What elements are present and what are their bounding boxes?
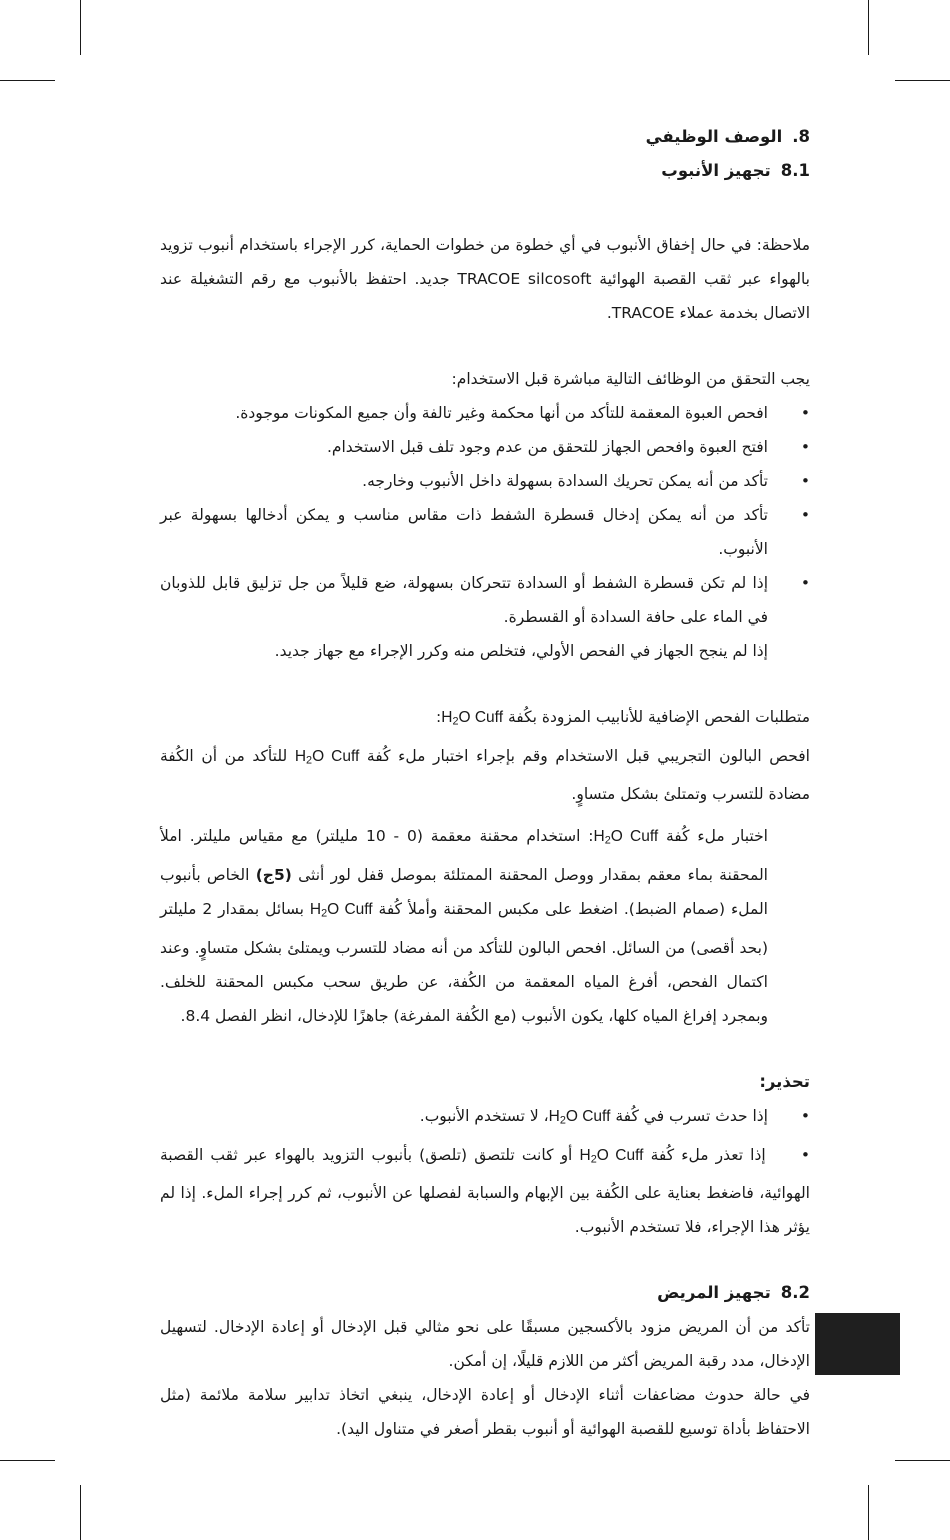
list-item: • افحص العبوة المعقمة للتأكد من أنها محكمة وغير تالفة وأن جميع المكونات موجودة. [160, 396, 810, 430]
h2o-cuff-label: $H_2O$ Cuff [579, 1146, 644, 1166]
list-item: • إذا تعذر ملء كُفة $H_2O$ Cuff أو كانت تلتصق (تلصق) بأنبوب التزويد بالهواء عبر ثقب القصبة الهوائية، فاضغط بعناية على الكُفة بين الإبهام والسبابة لفصلها عن الأنبوب، ثم كرر إجراء الملء. إذا لم يؤثر هذا الإجراء، فلا تستخدم الأنبوب. [160, 1138, 810, 1245]
crop-mark [0, 1460, 55, 1461]
section-title: الوصف الوظيفي [645, 127, 783, 146]
crop-mark [895, 1460, 950, 1461]
fill-test-paragraph: اختبار ملء كُفة $H_2O$ Cuff: استخدام محقنة معقمة (0 - 10 مليلتر) مع مقياس مليلتر. املأ المحقنة بماء معقم بمقدار ووصل المحقنة الممتلئة بموصل قفل لور أنثى (5ج) الخاص بأنبوب الملء (صمام الضبط). اضغط على مكبس المحقنة وأملأ كُفة $H_2O$ Cuff بسائل بمقدار 2 مليلتر (بحد أقصى) من السائل. افحص البالون للتأكد من أنه مضاد للتسرب ويمتلئ بشكل متساوٍ. وعند اكتمال الفحص، أفرغ المياه المعقمة من الكُفة، عن طريق سحب مكبس المحقنة للخلف. وبمجرد إفراغ المياه كلها، يكون الأنبوب (مع الكُفة المفرغة) جاهزًا للإدخال، انظر الفصل 8.4. [160, 827, 768, 1025]
patient-prep-paragraph: تأكد من أن المريض مزود بالأكسجين مسبقًا على نحو مثالي قبل الإدخال أو إعادة الإدخال. لتسهيل الإدخال، مدد رقبة المريض أكثر من اللازم قليلًا، إن أمكن. [160, 1318, 810, 1371]
figure-reference: (5ج) [255, 866, 292, 885]
crop-mark [868, 0, 869, 55]
section-title: تجهيز المريض [657, 1283, 771, 1303]
warning-list [160, 1138, 810, 1245]
crop-mark [868, 1485, 869, 1540]
h2o-cuff-label: $H_2O$ Cuff [441, 709, 504, 728]
note-paragraph: ملاحظة: في حال إخفاق الأنبوب في أي خطوة من خطوات الحماية، كرر الإجراء باستخدام أنبوب تزويد بالهواء عبر ثقب القصبة الهوائية TRACOE silcosoft جديد. احتفظ بالأنبوب مع رقم التشغيلة عند الاتصال بخدمة عملاء TRACOE. [160, 236, 810, 322]
chapter-tab-marker [815, 1313, 900, 1375]
crop-mark [895, 80, 950, 81]
list-item: • تأكد من أنه يمكن إدخال قسطرة الشفط ذات مقاس مناسب و يمكن أدخالها بسهولة عبر الأنبوب. [160, 498, 810, 566]
list-item: • إذا لم تكن قسطرة الشفط أو السدادة تتحركان بسهولة، ضع قليلاً من جل تزليق قابل للذوبان في الماء على حافة السدادة أو القسطرة. [160, 566, 810, 634]
h2o-cuff-label: $H_2O$ Cuff [294, 747, 360, 767]
warning-list [160, 1099, 810, 1138]
check-list [160, 396, 810, 634]
h2o-cuff-label: $H_2O$ Cuff [593, 828, 659, 848]
warning-title: تحذير: [759, 1071, 810, 1091]
section-number: 8.2 [780, 1283, 810, 1303]
h2o-cuff-label: $H_2O$ Cuff [548, 1107, 611, 1127]
section-8-heading [160, 120, 810, 154]
h2o-cuff-label: $H_2O$ Cuff [309, 901, 373, 920]
crop-mark [80, 1485, 81, 1540]
cuff-requirements-title: متطلبات الفحص الإضافية للأنابيب المزودة بكُفة $H_2O$ Cuff: [436, 708, 810, 728]
check-fail-note: إذا لم ينجح الجهاز في الفحص الأولي، فتخلص منه وكرر الإجراء مع جهاز جديد. [274, 642, 768, 660]
section-number: 8.1 [780, 161, 810, 180]
crop-mark [80, 0, 81, 55]
section-8-1-heading [160, 154, 810, 188]
list-item: • إذا حدث تسرب في كُفة $H_2O$ Cuff، لا تستخدم الأنبوب. [160, 1099, 810, 1138]
patient-prep-paragraph: في حالة حدوث مضاعفات أثناء الإدخال أو إعادة الإدخال، ينبغي اتخاذ تدابير سلامة ملائمة (مثل الاحتفاظ بأداة توسيع للقصبة الهوائية أو أنبوب بقطر أصغر في متناول اليد). [160, 1386, 810, 1439]
cuff-requirements-text: افحص البالون التجريبي قبل الاستخدام وقم بإجراء اختبار ملء كُفة $H_2O$ Cuff للتأكد من أن الكُفة مضادة للتسرب وتمتلئ بشكل متساوٍ. [160, 746, 810, 804]
check-intro: يجب التحقق من الوظائف التالية مباشرة قبل الاستخدام: [451, 370, 810, 388]
page-content [160, 120, 810, 1446]
crop-mark [0, 80, 55, 81]
list-item: • افتح العبوة وافحص الجهاز للتحقق من عدم وجود تلف قبل الاستخدام. [160, 430, 810, 464]
list-item: • تأكد من أنه يمكن تحريك السدادة بسهولة داخل الأنبوب وخارجه. [160, 464, 810, 498]
section-number: 8. [792, 127, 810, 146]
section-8-2-heading [160, 1276, 810, 1310]
section-title: تجهيز الأنبوب [661, 161, 771, 180]
